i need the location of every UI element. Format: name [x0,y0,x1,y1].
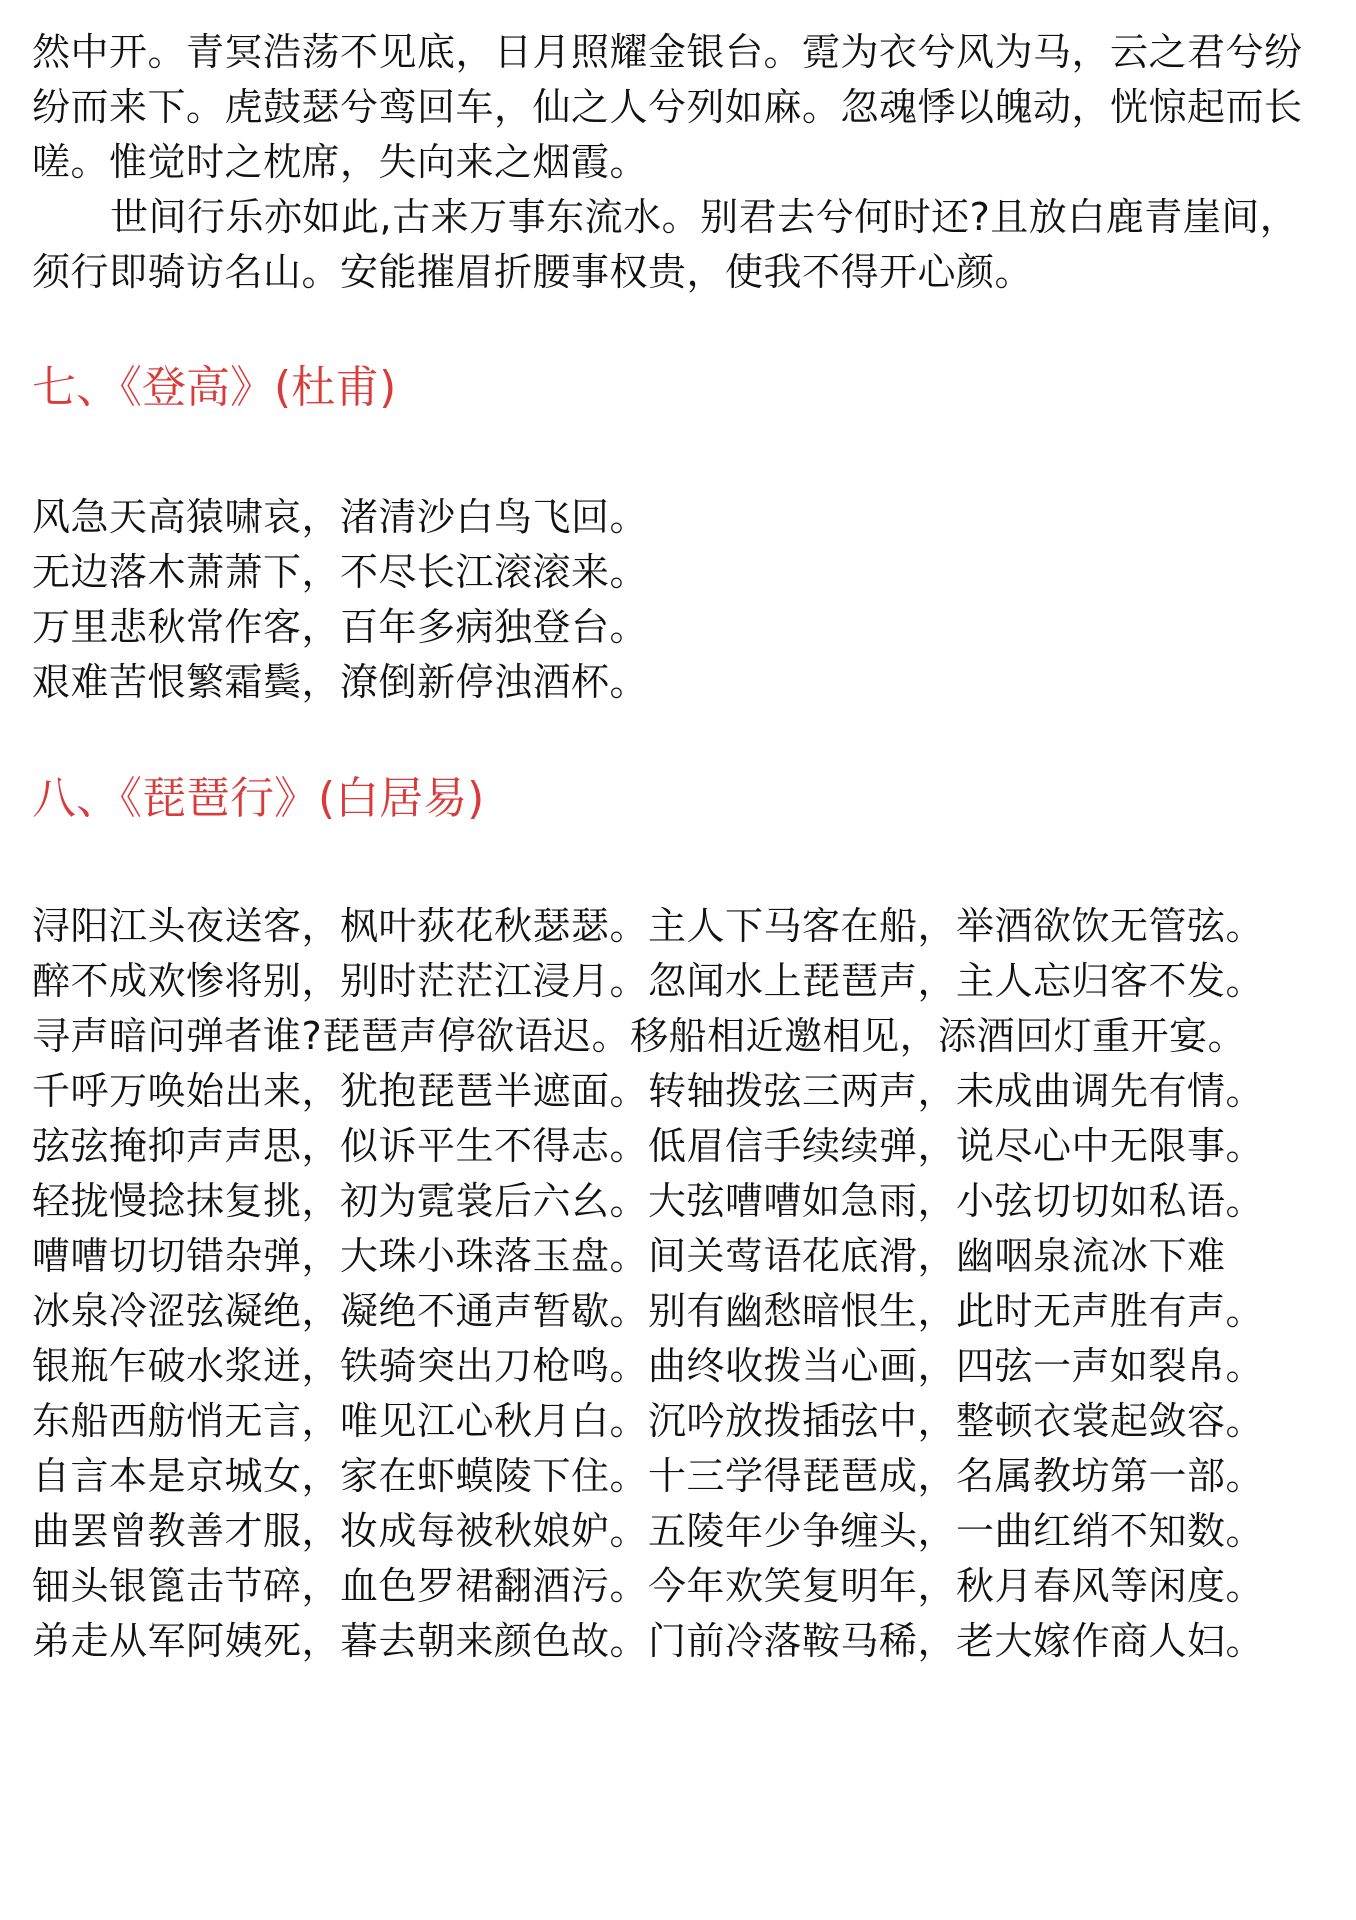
poem-line: 嘈嘈切切错杂弹，大珠小珠落玉盘。间关莺语花底滑，幽咽泉流冰下难 [32,1234,1226,1278]
poem-line: 寻声暗问弹者谁?琵琶声停欲语迟。移船相近邀相见，添酒回灯重开宴。 [32,1014,1247,1058]
poem-line: 轻拢慢捻抹复挑，初为霓裳后六幺。大弦嘈嘈如急雨，小弦切切如私语。 [32,1179,1265,1223]
poem-line: 千呼万唤始出来，犹抱琵琶半遮面。转轴拨弦三两声，未成曲调先有情。 [32,1069,1265,1113]
poem-line: 银瓶乍破水浆迸，铁骑突出刀枪鸣。曲终收拨当心画，四弦一声如裂帛。 [32,1344,1265,1388]
poem-line: 冰泉冷涩弦凝绝，凝绝不通声暂歇。别有幽愁暗恨生，此时无声胜有声。 [32,1289,1265,1333]
poem-line: 弟走从军阿姨死，暮去朝来颜色故。门前冷落鞍马稀，老大嫁作商人妇。 [32,1619,1265,1663]
text-line: 须行即骑访名山。安能摧眉折腰事权贵，使我不得开心颜。 [32,250,1034,294]
poem-line: 东船西舫悄无言，唯见江心秋月白。沉吟放拨插弦中，整顿衣裳起敛容。 [32,1399,1265,1443]
text-line: 世间行乐亦如此,古来万事东流水。别君去兮何时还?且放白鹿青崖间， [110,195,1299,239]
text-line: 嗟。惟觉时之枕席，失向来之烟霞。 [32,140,649,184]
poem-line: 风急天高猿啸哀，渚清沙白鸟飞回。 [32,495,649,539]
poem-line: 钿头银篦击节碎，血色罗裙翻酒污。今年欢笑复明年，秋月春风等闲度。 [32,1564,1265,1608]
section-heading: 八、《琵琶行》(白居易) [32,773,485,824]
poem-line: 万里悲秋常作客，百年多病独登台。 [32,605,649,649]
poem-line: 无边落木萧萧下，不尽长江滚滚来。 [32,550,649,594]
poem-line: 弦弦掩抑声声思，似诉平生不得志。低眉信手续续弹，说尽心中无限事。 [32,1124,1265,1168]
poem-line: 醉不成欢惨将别，别时茫茫江浸月。忽闻水上琵琶声，主人忘归客不发。 [32,959,1265,1003]
poem-line: 曲罢曾教善才服，妆成每被秋娘妒。五陵年少争缠头，一曲红绡不知数。 [32,1509,1265,1553]
poem-line: 艰难苦恨繁霜鬓，潦倒新停浊酒杯。 [32,660,649,704]
poem-line: 浔阳江头夜送客，枫叶荻花秋瑟瑟。主人下马客在船，举酒欲饮无管弦。 [32,904,1265,948]
section-heading: 七、《登高》(杜甫) [32,362,397,413]
poem-line: 自言本是京城女，家在虾蟆陵下住。十三学得琵琶成，名属教坊第一部。 [32,1454,1265,1498]
text-line: 纷而来下。虎鼓瑟兮鸾回车，仙之人兮列如麻。忽魂悸以魄动，恍惊起而长 [32,85,1303,129]
text-line: 然中开。青冥浩荡不见底，日月照耀金银台。霓为衣兮风为马，云之君兮纷 [32,30,1303,74]
